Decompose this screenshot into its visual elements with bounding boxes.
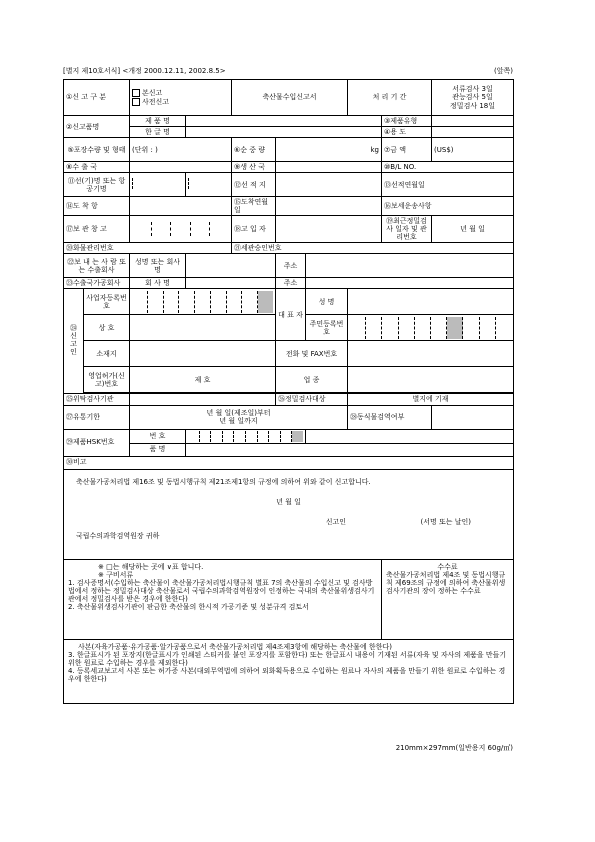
korean-name-label: 한 글 명	[130, 127, 186, 138]
product-type-label: ③제품유형	[382, 116, 432, 127]
customs-approval-label: ㉑세관승인번호	[232, 243, 514, 254]
license-label: 영업허가(신고)번호	[84, 367, 130, 393]
biz-reg-label: 사업자등록번호	[84, 289, 130, 315]
attachments-block	[64, 559, 382, 639]
fee-block	[382, 559, 514, 639]
fee-text: 축산물가공처리법 제4조 및 동법시행규칙 제69조의 규정에 의하여 축산물위생검사기관의 장이 정하는 수수료	[386, 570, 506, 595]
form-number: [별지 제10호서식] <개정 2000.12.11, 2002.8.5>	[63, 67, 226, 75]
hsk-item-field[interactable]	[186, 443, 514, 456]
product-name-label: ②신고품명	[64, 116, 130, 138]
reporter-label: ㉔신고인	[64, 289, 84, 394]
distribution-label: ㉗유통기한	[64, 405, 130, 429]
quarantine-field[interactable]	[432, 405, 514, 429]
sender-name-label: 성명 또는 회사명	[130, 254, 186, 278]
resident-no-label: 주민등록번호	[306, 315, 348, 341]
report-type-label: ①신 고 구 분	[64, 80, 130, 116]
arrival-port-field[interactable]	[130, 197, 232, 216]
quarantine-label: ㉘동식물검역여부	[348, 405, 432, 429]
packaging-field[interactable]: (단위 : )	[130, 138, 232, 162]
warehouse-label: ⑰보 관 창 고	[64, 216, 130, 243]
amount-label: ⑦금 액	[382, 138, 432, 162]
inspection-org-field[interactable]	[130, 394, 276, 405]
hsk-item-label: 품 명	[130, 443, 186, 456]
attached-title: ※ 구비서류	[98, 570, 134, 579]
sender-label: ㉒보 내 는 사 람 또는 수출회사	[64, 254, 130, 278]
amount-field[interactable]: (US$)	[432, 138, 514, 162]
resident-no-field[interactable]	[348, 315, 514, 341]
arrival-date-label: ⑮도착연월일	[232, 197, 276, 216]
loading-field[interactable]	[276, 173, 382, 197]
bl-label: ⑩B/L NO.	[382, 162, 514, 173]
manufacturer-label: ㉓수출국가공회사	[64, 278, 130, 289]
usage-label: ④용 도	[382, 127, 432, 138]
trade-name-label: 제 품 명	[130, 116, 186, 127]
warehouse-field[interactable]	[130, 216, 232, 243]
producer-country-label: ⑨생 산 국	[232, 162, 276, 173]
checkbox-icon[interactable]	[132, 89, 140, 97]
processing-period-label: 처 리 기 간	[348, 80, 432, 116]
precision-value: 별지에 기재	[348, 394, 514, 405]
note-intro: ※ □는 해당하는 곳에 ∨표 합니다.	[98, 562, 204, 571]
report-type-options	[130, 80, 232, 116]
processing-period: 서류검사 3일 관능검사 5일 정밀검사 18일	[432, 80, 514, 116]
license-field[interactable]: 제 호	[130, 367, 276, 393]
attached-item-3a: 사본(자육가공품·유가공품·알가공품으로서 축산물가공처리법 제4조제3항에 해당하는 축산물에 한한다)	[78, 642, 392, 651]
hsk-blank	[306, 429, 514, 443]
vessel-field-2[interactable]	[186, 173, 232, 197]
declaration-date[interactable]: 년 월 일	[276, 497, 301, 506]
recipient: 국립수의과학검역원장 귀하	[76, 531, 160, 540]
producer-country-field[interactable]	[276, 162, 382, 173]
loading-date-label: ⑬선적연월일	[382, 173, 514, 197]
exporter-field[interactable]	[130, 162, 232, 173]
vessel-label: ⑪선(기)명 또는 항공기명	[64, 173, 130, 197]
attached-item-3: 3. 한글표시가 된 포장지(한글표시가 인쇄된 스티커를 붙인 포장지를 포함한다) 또는 한글표시 내용이 기재된 서류(자육 및 자사의 제품을 만들기 위한 원료로 수입하는 경우를 제외한다)	[68, 650, 507, 667]
product-type-field[interactable]	[432, 116, 514, 127]
phone-fax-field[interactable]	[348, 341, 514, 367]
net-weight-field[interactable]: kg	[276, 138, 382, 162]
representative-label: 대 표 자	[276, 289, 306, 341]
fee-title: 수수료	[437, 562, 458, 571]
attached-item-1: 1. 검사증명서(수입하는 축산물이 축산물가공처리법시행규칙 별표 7의 축산물의 수입신고 및 검사방법에서 정하는 정밀검사대상 축산물로서 국립수의과학검역원장이 인정하는 국내의 축산물위생검사기관에서 정밀검사를 받은 경우에 한한다)	[68, 578, 375, 603]
trade-name-reporter-label: 상 호	[84, 315, 130, 341]
form-header	[63, 66, 513, 76]
checkbox-icon[interactable]	[132, 98, 140, 106]
declaration-text: 축산물가공처리법 제16조 및 동법시행규칙 제21조제1항의 규정에 의하여 위와 같이 신고합니다.	[76, 477, 371, 486]
arrival-date-field[interactable]	[276, 197, 382, 216]
applicant-label: 신고인	[325, 517, 347, 526]
report-type-main[interactable]: 본신고	[132, 89, 229, 97]
hsk-no-label: 번 호	[130, 429, 186, 443]
manufacturer-company-label: 회 사 명	[130, 278, 186, 289]
trade-name-reporter-field[interactable]	[130, 315, 276, 341]
attachments-continued	[64, 639, 514, 703]
page-side: (앞쪽)	[494, 67, 513, 75]
attached-item-2: 2. 축산물위생검사기관이 판금한 축산물의 한시적 가공기준 및 성분규격 검토서	[68, 602, 309, 611]
loading-label: ⑫선 적 지	[232, 173, 276, 197]
trade-name-field[interactable]	[186, 116, 382, 127]
import-declaration-form	[63, 79, 514, 704]
arrival-port-label: ⑭도 착 항	[64, 197, 130, 216]
manufacturer-address-field[interactable]	[306, 278, 514, 289]
form-title: 축산물수입신고서	[232, 80, 348, 116]
precision-label: ㉖정밀검사대상	[276, 394, 348, 405]
inspection-date-field[interactable]: 년 월 일	[432, 216, 514, 243]
rep-name-label: 성 명	[306, 289, 348, 315]
phone-fax-label: 전화 및 FAX번호	[276, 341, 348, 367]
vessel-field[interactable]	[130, 173, 186, 197]
korean-name-field[interactable]	[186, 127, 382, 138]
declaration-block	[64, 469, 514, 559]
transport-label: ⑯보세운송사항	[382, 197, 514, 216]
distribution-field[interactable]: 년 월 일(제조일)부터 년 월 일까지	[130, 405, 348, 429]
inspection-label: ⑲최근정밀검사 일자 및 관리번호	[382, 216, 432, 243]
hsk-no-field[interactable]	[186, 429, 306, 443]
sender-address-label: 주소	[276, 254, 306, 278]
storage-date-label: ⑱고 입 자	[232, 216, 276, 243]
remark-label: ㉚비고	[64, 456, 514, 469]
biz-reg-field[interactable]	[130, 289, 276, 315]
sender-address-field[interactable]	[306, 254, 514, 278]
cargo-mgmt-label: ⑳화물관리번호	[64, 243, 232, 254]
report-type-pre[interactable]: 사전신고	[132, 98, 229, 106]
location-label: 소재지	[84, 341, 130, 367]
manufacturer-company-field[interactable]	[186, 278, 276, 289]
attached-item-4: 4. 등록세교보고서 사본 또는 허가증 사본(대외무역법에 의하여 외화획득용으로 수입하는 원료나 자사의 제품을 만들기 위한 원료로 수입하는 경우에 한한다)	[68, 666, 506, 683]
hsk-label: ㉙제품HSK번호	[64, 429, 130, 456]
sender-name-field[interactable]	[186, 254, 276, 278]
manufacturer-address-label: 주소	[276, 278, 306, 289]
sign-label[interactable]: (서명 또는 날인)	[420, 517, 472, 526]
usage-field[interactable]	[432, 127, 514, 138]
location-field[interactable]	[130, 341, 276, 367]
storage-date-field[interactable]	[276, 216, 382, 243]
business-type-field[interactable]	[348, 367, 514, 393]
packaging-label: ⑤포장수량 및 형태	[64, 138, 130, 162]
net-weight-label: ⑥순 중 량	[232, 138, 276, 162]
inspection-org-label: ㉕위탁검사기관	[64, 394, 130, 405]
rep-name-field[interactable]	[348, 289, 514, 315]
paper-size: 210mm×297mm(일반용지 60g/㎡)	[395, 744, 513, 752]
business-type-label: 업 종	[276, 367, 348, 393]
exporter-label: ⑧수 출 국	[64, 162, 130, 173]
